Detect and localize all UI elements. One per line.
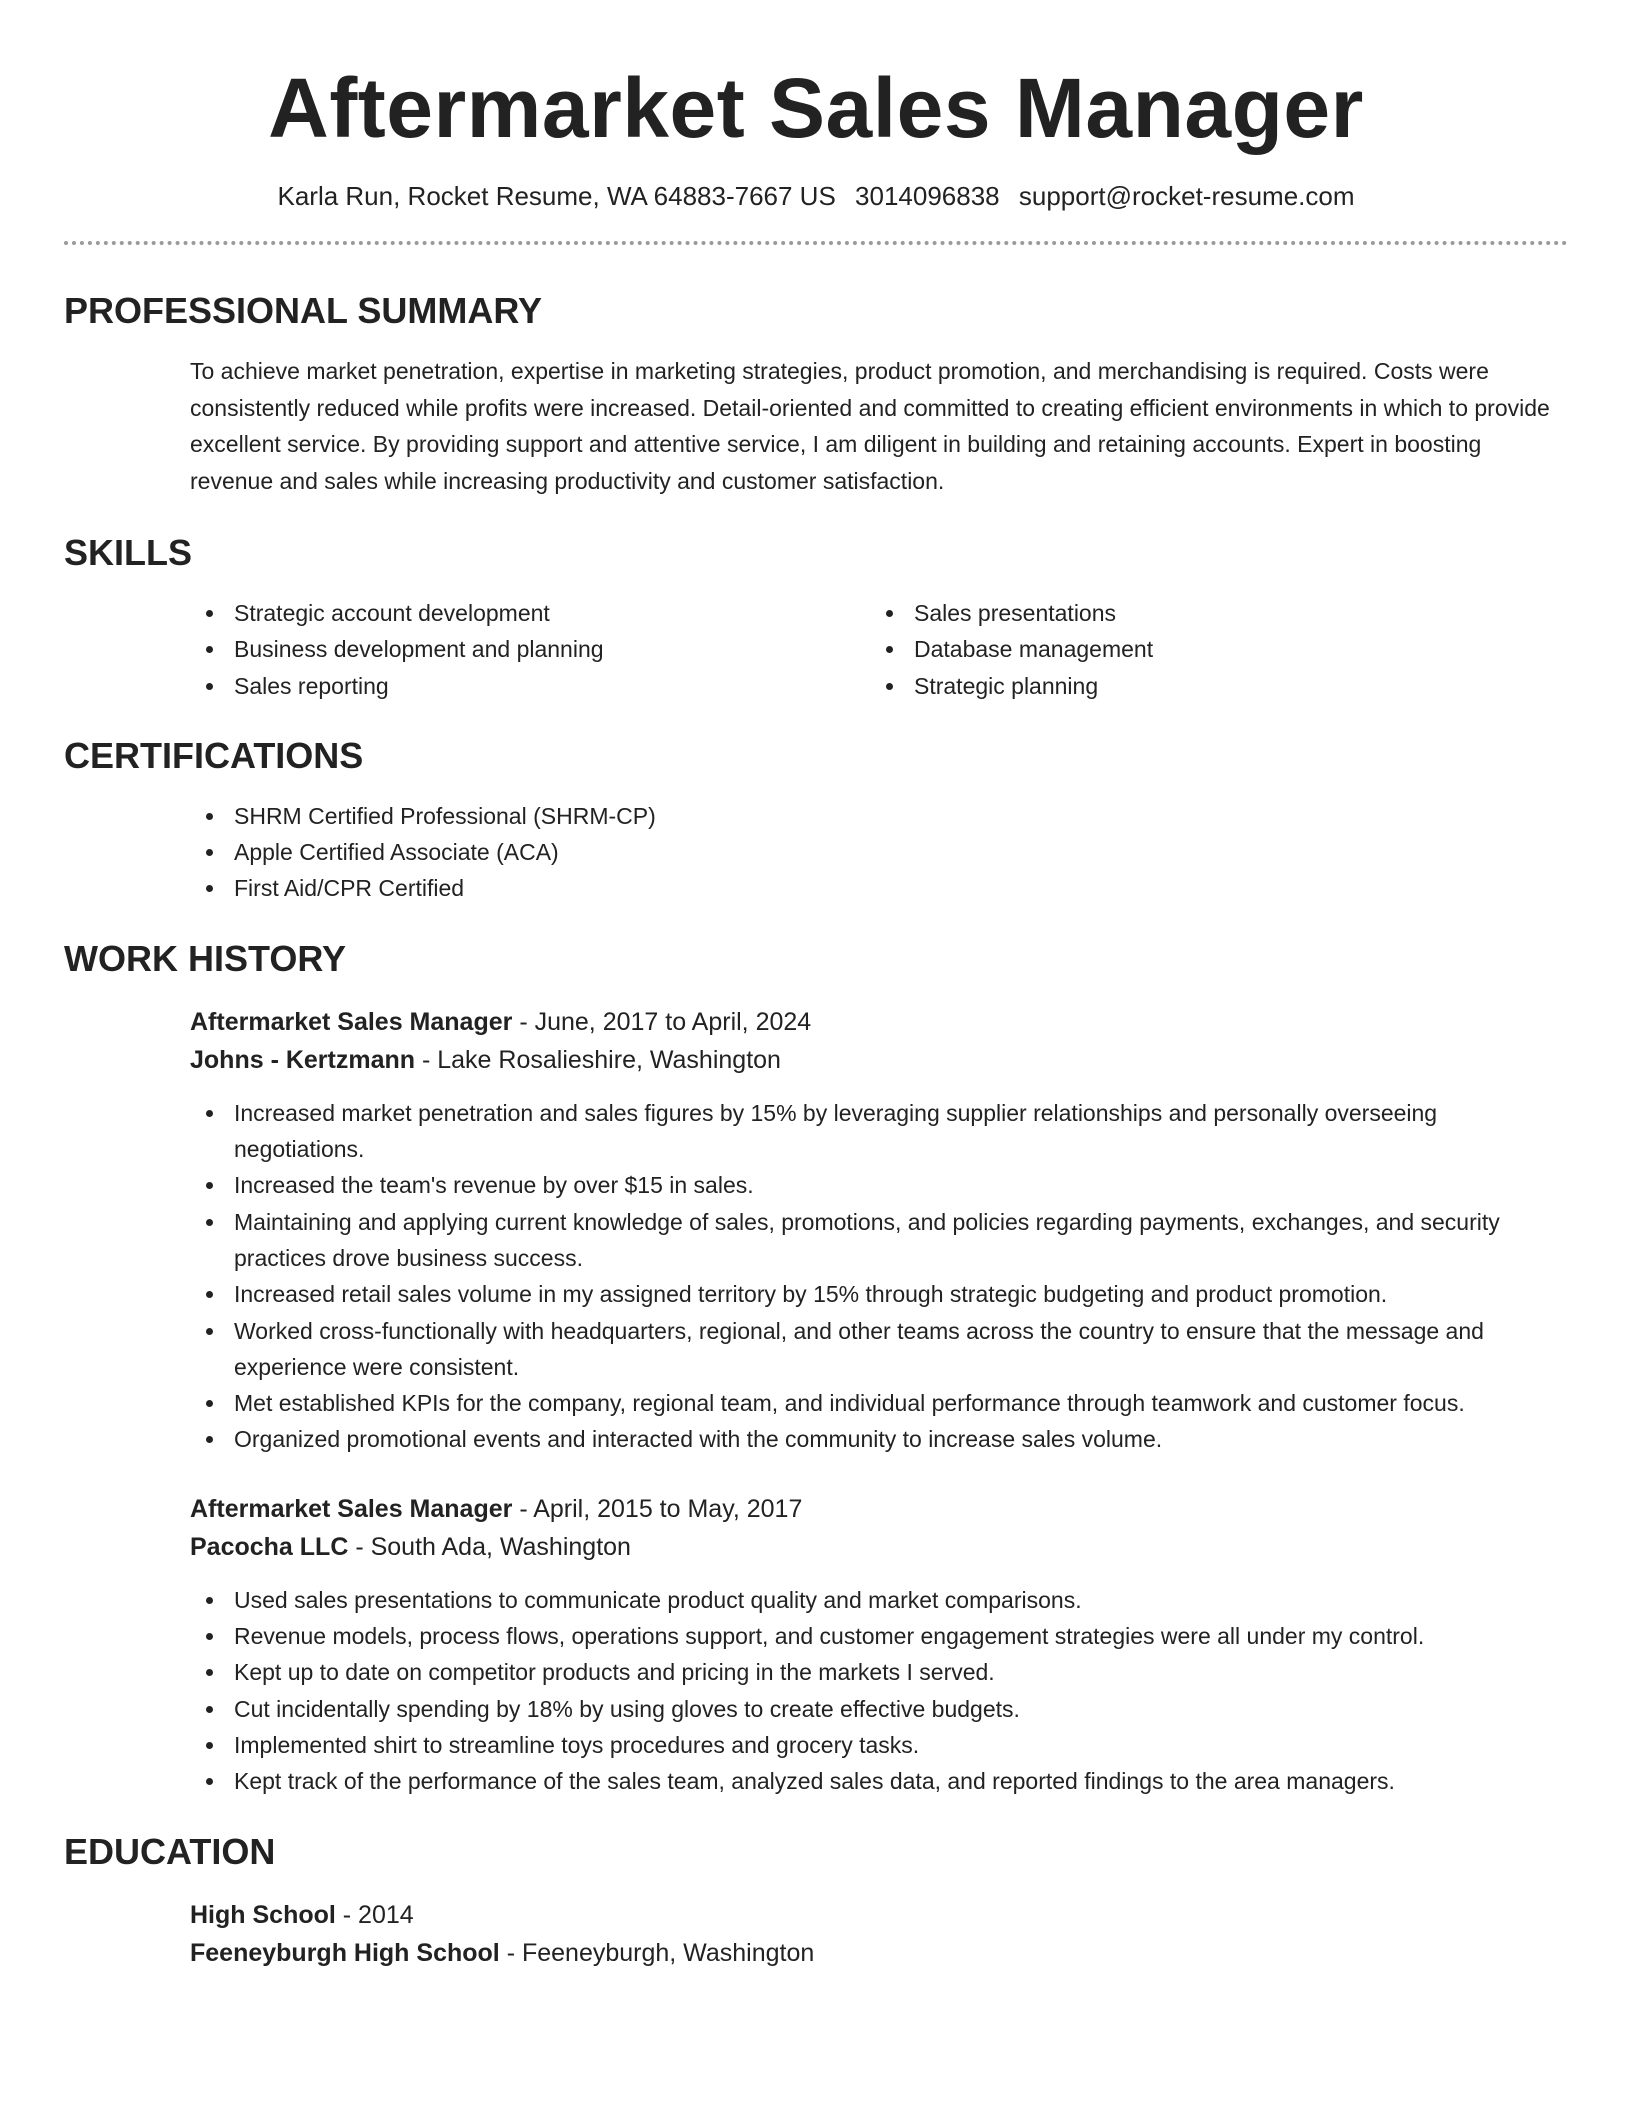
job-bullet: Worked cross-functionally with headquarters, regional, and other teams across the country to ensure that the message and experience were consistent. — [190, 1313, 1568, 1386]
job-bullet: Increased retail sales volume in my assigned territory by 15% through strategic budgeting and product promotion. — [190, 1276, 1568, 1312]
section-work-history — [64, 937, 1568, 1800]
section-heading: PROFESSIONAL SUMMARY — [64, 290, 543, 331]
job-bullet: Kept track of the performance of the sales team, analyzed sales data, and reported findings to the area managers. — [190, 1763, 1568, 1799]
contact-address: Karla Run, Rocket Resume, WA 64883-7667 US — [277, 181, 836, 211]
section-heading: SKILLS — [64, 532, 193, 573]
header-divider — [64, 241, 1568, 245]
certification-item: SHRM Certified Professional (SHRM-CP) — [190, 798, 1568, 834]
section-certifications — [64, 734, 1568, 907]
certification-item: Apple Certified Associate (ACA) — [190, 834, 1568, 870]
education-school: Feeneyburgh High School — [190, 1938, 500, 1967]
skills-column-right — [870, 595, 1550, 704]
job-location: - South Ada, Washington — [348, 1532, 631, 1561]
job-company-line — [190, 1041, 1568, 1079]
job-bullet: Met established KPIs for the company, regional team, and individual performance through teamwork and customer focus. — [190, 1385, 1568, 1421]
job-entry — [190, 1490, 1568, 1800]
education-location: - Feeneyburgh, Washington — [499, 1938, 815, 1967]
job-bullets — [190, 1582, 1568, 1800]
skill-item: Sales presentations — [870, 595, 1550, 631]
contact-line — [64, 178, 1568, 214]
resume-title: Aftermarket Sales Manager — [268, 61, 1364, 155]
education-degree-line — [190, 1896, 1568, 1934]
skill-item: Sales reporting — [190, 668, 870, 704]
job-bullet: Implemented shirt to streamline toys procedures and grocery tasks. — [190, 1727, 1568, 1763]
summary-text: To achieve market penetration, expertise in marketing strategies, product promotion, and merchandising is required. Costs were consistently reduced while profits were increased. Detail-oriented and committed to creating efficient environments in which to provide excellent service. By providing support and attentive service, I am diligent in building and retaining accounts. Expert in boosting revenue and sales while increasing productivity and customer satisfaction. — [190, 358, 1550, 494]
contact-phone: 3014096838 — [855, 181, 1000, 211]
skill-item: Strategic account development — [190, 595, 870, 631]
section-professional-summary — [64, 289, 1568, 499]
job-bullet: Revenue models, process flows, operations support, and customer engagement strategies were all under my control. — [190, 1618, 1568, 1654]
job-company-line — [190, 1528, 1568, 1566]
job-entry — [190, 1003, 1568, 1458]
job-location: - Lake Rosalieshire, Washington — [415, 1045, 781, 1074]
section-heading: EDUCATION — [64, 1830, 276, 1872]
certification-item: First Aid/CPR Certified — [190, 870, 1568, 906]
section-heading: WORK HISTORY — [64, 937, 347, 979]
skill-item: Business development and planning — [190, 631, 870, 667]
education-entry — [190, 1896, 1568, 1972]
job-title: Aftermarket Sales Manager — [190, 1007, 513, 1036]
job-company: Johns - Kertzmann — [190, 1045, 416, 1074]
section-heading: CERTIFICATIONS — [64, 734, 364, 776]
education-school-line — [190, 1934, 1568, 1972]
certifications-list — [190, 798, 1568, 907]
skills-grid — [190, 595, 1568, 704]
job-bullet: Increased market penetration and sales figures by 15% by leveraging supplier relationships and personally overseeing negotiations. — [190, 1095, 1568, 1168]
job-dates: - June, 2017 to April, 2024 — [512, 1007, 812, 1036]
skill-item: Strategic planning — [870, 668, 1550, 704]
job-bullets — [190, 1095, 1568, 1458]
job-title: Aftermarket Sales Manager — [190, 1494, 513, 1523]
resume-page — [64, 0, 1568, 1972]
education-degree: High School — [190, 1900, 336, 1929]
job-bullet: Increased the team's revenue by over $15 in sales. — [190, 1167, 1568, 1203]
job-bullet: Organized promotional events and interacted with the community to increase sales volume. — [190, 1421, 1568, 1457]
job-bullet: Used sales presentations to communicate product quality and market comparisons. — [190, 1582, 1568, 1618]
skills-column-left — [190, 595, 870, 704]
skill-item: Database management — [870, 631, 1550, 667]
job-company: Pacocha LLC — [190, 1532, 349, 1561]
education-year: - 2014 — [335, 1900, 414, 1929]
contact-email: support@rocket-resume.com — [1018, 181, 1355, 211]
job-dates: - April, 2015 to May, 2017 — [512, 1494, 803, 1523]
job-bullet: Cut incidentally spending by 18% by using gloves to create effective budgets. — [190, 1691, 1568, 1727]
job-bullet: Kept up to date on competitor products and pricing in the markets I served. — [190, 1654, 1568, 1690]
job-bullet: Maintaining and applying current knowledge of sales, promotions, and policies regarding payments, exchanges, and security practices drove business success. — [190, 1204, 1568, 1277]
job-title-line — [190, 1490, 1568, 1528]
section-education — [64, 1830, 1568, 1972]
job-title-line — [190, 1003, 1568, 1041]
section-skills — [64, 531, 1568, 704]
